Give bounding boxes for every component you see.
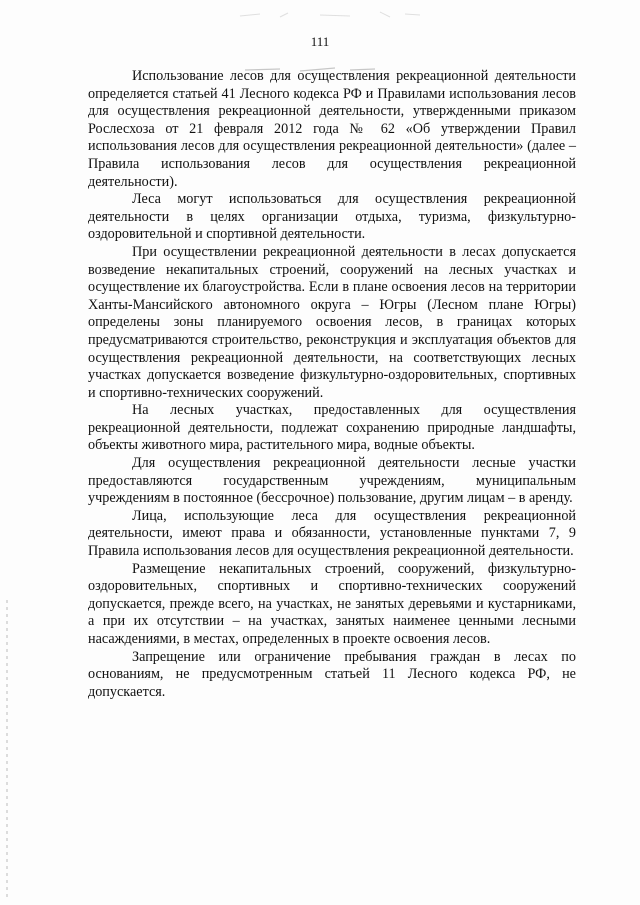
paragraph: На лесных участках, предоставленных для осуществления рекреационной деятельности, подлежат сохранению природные ландшафты, объекты животного мира, растительного мира, водные объекты. — [88, 402, 576, 454]
paragraph: Запрещение или ограничение пребывания граждан в лесах по основаниям, не предусмотренным статьей 11 Лесного кодекса РФ, не допускается. — [88, 648, 576, 700]
paragraph: При осуществлении рекреационной деятельности в лесах допускается возведение некапитальных строений, сооружений на лесных участках и осуществление их благоустройства. Если в плане освоения лесов на территории Ханты-Мансийского автономного округа – Югры (Лесном плане Югры) определены зоны планируемого освоения лесов, в границах которых предусматриваются строительство, реконструкция и эксплуатация объектов для осуществления рекреационной деятельности, на соответствующих лесных участках допускается возведение физкультурно-оздоровительных, спортивных и спортивно-технических сооружений. — [88, 243, 576, 401]
paragraph: Леса могут использоваться для осуществления рекреационной деятельности в целях организации отдыха, туризма, физкультурно-оздоровительной и спортивной деятельности. — [88, 191, 576, 243]
scan-artifact — [230, 8, 430, 22]
document-body — [88, 68, 576, 701]
paragraph: Для осуществления рекреационной деятельности лесные участки предоставляются государственным учреждениям, муниципальным учреждениям в постоянное (бессрочное) пользование, другим лицам – в аренду. — [88, 455, 576, 507]
paragraph: Размещение некапитальных строений, сооружений, физкультурно-оздоровительных, спортивных и спортивно-технических сооружений допускается, прежде всего, на участках, не занятых деревьями и кустарниками, а при их отсутствии – на участках, занятых наименее ценными лесными насаждениями, в местах, определенных в проекте освоения лесов. — [88, 560, 576, 647]
paragraph: Лица, использующие леса для осуществления рекреационной деятельности, имеют права и обязанности, установленные пунктами 7, 9 Правила использования лесов для осуществления рекреационной деятельности. — [88, 507, 576, 560]
page-number: 111 — [310, 34, 330, 49]
scan-edge — [6, 600, 8, 900]
paragraph: Использование лесов для осуществления рекреационной деятельности определяется статьей 41 Лесного кодекса РФ и Правилами использования лесов для осуществления рекреационной деятельности, утвержденными приказом Рослесхоза от 21 февраля 2012 года № 62 «Об утверждении Правил использования лесов для осуществления рекреационной деятельности» (далее – Правила использования лесов для осуществления рекреационной деятельности). — [88, 68, 576, 190]
